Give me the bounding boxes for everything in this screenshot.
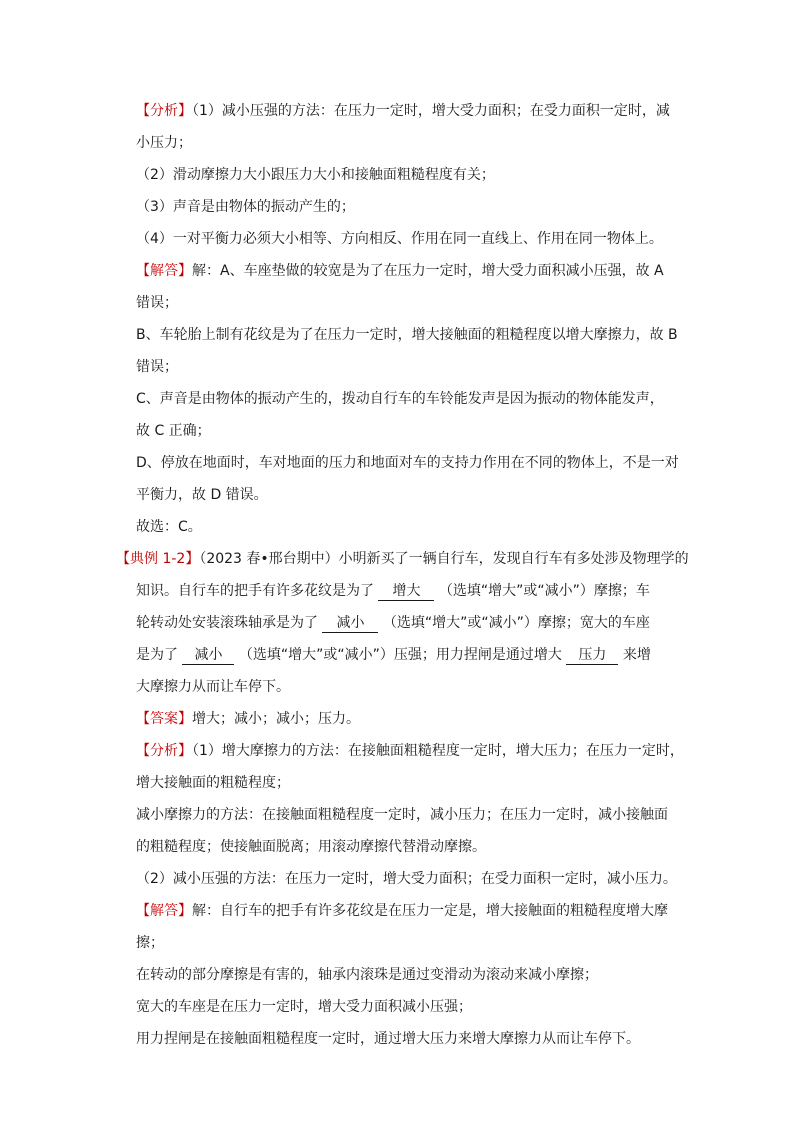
analysis-line-4: （4）一对平衡力必须大小相等、方向相反、作用在同一直线上、作用在同一物体上。 <box>136 231 663 247</box>
example-solution-line-1b: 擦； <box>136 935 164 951</box>
answer-line: 【答案】增大；减小；减小；压力。 <box>136 711 360 727</box>
example-solution-line-3: 宽大的车座是在压力一定时，增大受力面积减小压强； <box>136 999 472 1015</box>
choice-line: 故选：C。 <box>136 519 202 535</box>
solution-line-4b: 平衡力，故 D 错误。 <box>136 487 268 503</box>
example-solution-line-1: 【解答】解：自行车的把手有许多花纹是在压力一定是，增大接触面的粗糙程度增大摩 <box>136 903 668 919</box>
example-analysis-line-1: 【分析】（1）增大摩擦力的方法：在接触面粗糙程度一定时，增大压力；在压力一定时， <box>136 743 684 759</box>
analysis-line-1: 【分析】（1）减小压强的方法：在压力一定时，增大受力面积；在受力面积一定时，减 <box>136 103 670 119</box>
example-analysis-line-3: （2）减小压强的方法：在压力一定时，增大受力面积；在受力面积一定时，减小压力。 <box>136 871 677 887</box>
example-tag: 【典例 1-2】 <box>116 551 200 567</box>
answer-blank-4: 压力 <box>566 646 618 665</box>
solution-tag: 【解答】 <box>136 263 192 279</box>
example-analysis-tag: 【分析】 <box>136 743 192 759</box>
answer-tag: 【答案】 <box>136 711 192 727</box>
example-question-line-4: 是为了 减小 （选填“增大”或“减小”）压强；用力捏闸是通过增大 压力 来增 <box>136 647 651 663</box>
analysis-line-3: （3）声音是由物体的振动产生的； <box>136 199 355 215</box>
example-question-line-2: 知识。自行车的把手有许多花纹是为了 增大 （选填“增大”或“减小”）摩擦；车 <box>136 583 650 599</box>
solution-line-2: B、车轮胎上制有花纹是为了在压力一定时，增大接触面的粗糙程度以增大摩擦力，故 B <box>136 327 678 343</box>
solution-line-3b: 故 C 正确； <box>136 423 211 439</box>
answer-blank-2: 减小 <box>322 614 378 633</box>
solution-line-4: D、停放在地面时，车对地面的压力和地面对车的支持力作用在不同的物体上，不是一对 <box>136 455 679 471</box>
example-analysis-line-1b: 增大接触面的粗糙程度； <box>136 775 290 791</box>
answer-blank-3: 减小 <box>182 646 234 665</box>
analysis-line-1b: 小压力； <box>136 135 192 151</box>
example-question-line-3: 轮转动处安装滚珠轴承是为了 减小 （选填“增大”或“减小”）摩擦；宽大的车座 <box>136 615 650 631</box>
solution-line-1b: 错误； <box>136 295 178 311</box>
example-question-line-5: 大摩擦力从而让车停下。 <box>136 679 290 695</box>
analysis-tag: 【分析】 <box>136 103 192 119</box>
solution-line-1: 【解答】解：A、车座垫做的较宽是为了在压力一定时，增大受力面积减小压强，故 A <box>136 263 664 279</box>
example-analysis-line-2b: 的粗糙程度；使接触面脱离；用滚动摩擦代替滑动摩擦。 <box>136 839 486 855</box>
solution-line-2b: 错误； <box>136 359 178 375</box>
example-analysis-line-2: 减小摩擦力的方法：在接触面粗糙程度一定时，减小压力；在压力一定时，减小接触面 <box>136 807 668 823</box>
answer-blank-1: 增大 <box>378 582 434 601</box>
example-question-line-1: 【典例 1-2】（2023 春•邢台期中）小明新买了一辆自行车，发现自行车有多处涉及物理学的 <box>116 551 689 567</box>
solution-line-3: C、声音是由物体的振动产生的，拨动自行车的车铃能发声是因为振动的物体能发声， <box>136 391 664 407</box>
analysis-line-2: （2）滑动摩擦力大小跟压力大小和接触面粗糙程度有关； <box>136 167 495 183</box>
example-solution-line-2: 在转动的部分摩擦是有害的，轴承内滚珠是通过变滑动为滚动来减小摩擦； <box>136 967 598 983</box>
example-solution-tag: 【解答】 <box>136 903 192 919</box>
example-solution-line-4: 用力捏闸是在接触面粗糙程度一定时，通过增大压力来增大摩擦力从而让车停下。 <box>136 1031 640 1047</box>
